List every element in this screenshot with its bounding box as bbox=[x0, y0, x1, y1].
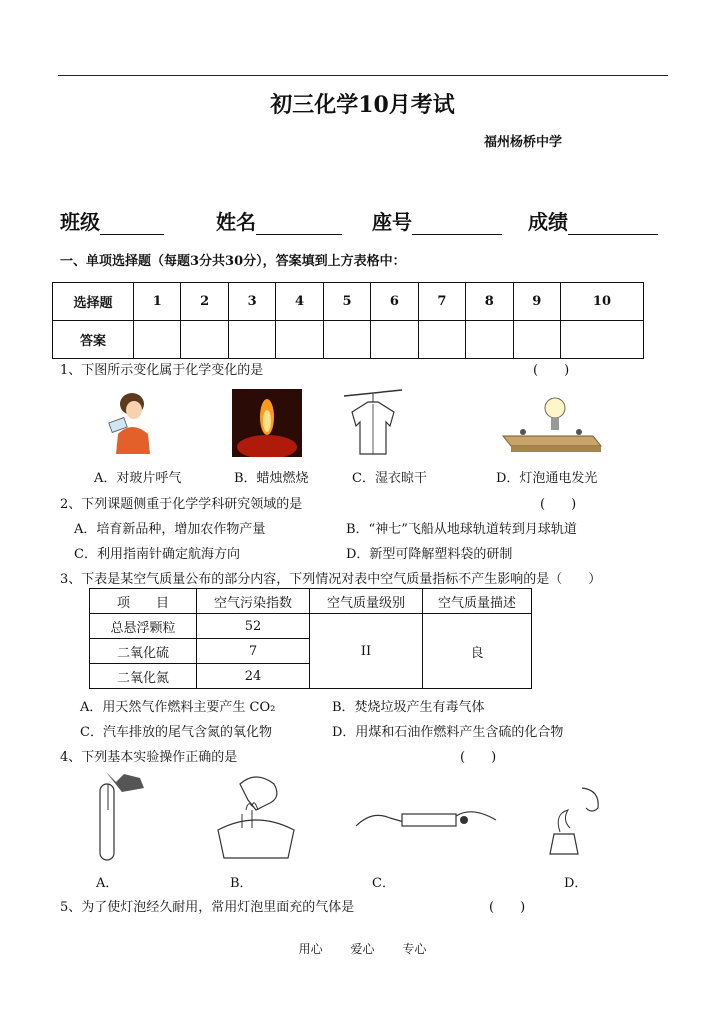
answer-cell[interactable] bbox=[134, 321, 181, 359]
question-5-answer-paren: ( ) bbox=[489, 900, 526, 915]
answer-table-header-row bbox=[53, 283, 644, 321]
answer-number: 8 bbox=[466, 283, 513, 321]
name-blank[interactable] bbox=[256, 216, 342, 235]
air-table-header: 项 目 bbox=[90, 589, 197, 614]
seat-blank[interactable] bbox=[412, 216, 502, 235]
class-field bbox=[60, 206, 164, 235]
burning-candle-illustration bbox=[232, 389, 302, 457]
q2-option-c: C．利用指南针确定航海方向 bbox=[74, 547, 240, 562]
school-name: 福州杨桥中学 bbox=[484, 135, 563, 150]
page-title: 初三化学10月考试 bbox=[270, 92, 455, 118]
answer-table-answer-row bbox=[53, 321, 644, 359]
answer-cell[interactable] bbox=[560, 321, 643, 359]
question-2-answer-paren: ( ) bbox=[540, 497, 577, 512]
alcohol-lamp-illustration bbox=[212, 770, 300, 862]
score-field bbox=[528, 206, 658, 235]
air-table-item: 二氧化氮 bbox=[90, 664, 197, 689]
q3-option-d: D．用煤和石油作燃料产生含硫的化合物 bbox=[332, 725, 564, 740]
name-field bbox=[216, 206, 342, 235]
question-4: 4、下列基本实验操作正确的是 bbox=[60, 750, 238, 765]
seat-label: 座号 bbox=[372, 210, 412, 234]
score-label: 成绩 bbox=[528, 210, 568, 234]
air-table-desc: 良 bbox=[423, 614, 532, 689]
answer-number: 1 bbox=[134, 283, 181, 321]
q3-option-c: C．汽车排放的尾气含氮的氧化物 bbox=[80, 725, 272, 740]
answer-table-row-label: 答案 bbox=[53, 321, 134, 359]
drying-clothes-illustration bbox=[340, 386, 406, 458]
answer-number: 3 bbox=[228, 283, 275, 321]
inserting-tube-illustration bbox=[354, 800, 500, 840]
answer-number: 4 bbox=[276, 283, 323, 321]
q4-option-a: A． bbox=[96, 876, 119, 891]
air-table-index: 52 bbox=[197, 614, 310, 639]
answer-cell[interactable] bbox=[228, 321, 275, 359]
test-tube-dropper-illustration bbox=[92, 770, 152, 864]
seat-field bbox=[372, 206, 502, 235]
answer-cell[interactable] bbox=[276, 321, 323, 359]
q1-option-a: A．对玻片呼气 bbox=[94, 471, 182, 486]
q3-option-b: B．焚烧垃圾产生有毒气体 bbox=[332, 700, 485, 715]
smelling-gas-illustration bbox=[548, 784, 604, 858]
footer-item: 专心 bbox=[402, 942, 427, 956]
q4-option-c: C． bbox=[372, 876, 395, 891]
question-3: 3、下表是某空气质量公布的部分内容，下列情况对表中空气质量指标不产生影响的是（ ） bbox=[60, 572, 602, 587]
air-table-index: 7 bbox=[197, 639, 310, 664]
answer-number: 6 bbox=[371, 283, 418, 321]
footer-item: 爱心 bbox=[350, 942, 375, 956]
answer-cell[interactable] bbox=[418, 321, 465, 359]
question-5: 5、为了使灯泡经久耐用，常用灯泡里面充的气体是 bbox=[60, 900, 355, 915]
q1-option-c: C．湿衣晾干 bbox=[352, 471, 427, 486]
name-label: 姓名 bbox=[216, 210, 256, 234]
answer-cell[interactable] bbox=[466, 321, 513, 359]
q4-option-b: B． bbox=[230, 876, 253, 891]
air-table-header: 空气质量级别 bbox=[310, 589, 423, 614]
answer-cell[interactable] bbox=[323, 321, 370, 359]
header-rule bbox=[58, 75, 668, 76]
question-2: 2、下列课题侧重于化学学科研究领域的是 bbox=[60, 497, 303, 512]
page-footer bbox=[0, 940, 725, 957]
air-table-index: 24 bbox=[197, 664, 310, 689]
air-table-item: 二氧化硫 bbox=[90, 639, 197, 664]
q4-option-d: D． bbox=[564, 876, 588, 891]
breathing-on-glass-illustration bbox=[104, 390, 160, 456]
q2-option-a: A．培育新品种，增加农作物产量 bbox=[74, 522, 266, 537]
q3-option-a: A．用天然气作燃料主要产生 CO₂ bbox=[80, 700, 276, 715]
answer-cell[interactable] bbox=[371, 321, 418, 359]
class-label: 班级 bbox=[60, 210, 100, 234]
answer-table-row-label: 选择题 bbox=[53, 283, 134, 321]
q1-option-d: D．灯泡通电发光 bbox=[496, 471, 598, 486]
question-1-answer-paren: ( ) bbox=[533, 363, 570, 378]
class-blank[interactable] bbox=[100, 216, 164, 235]
score-blank[interactable] bbox=[568, 216, 658, 235]
air-quality-table bbox=[89, 588, 532, 689]
answer-number: 7 bbox=[418, 283, 465, 321]
footer-item: 用心 bbox=[298, 942, 323, 956]
answer-cell[interactable] bbox=[181, 321, 228, 359]
answer-number: 5 bbox=[323, 283, 370, 321]
q2-option-d: D．新型可降解塑料袋的研制 bbox=[346, 547, 513, 562]
question-1: 1、下图所示变化属于化学变化的是 bbox=[60, 363, 264, 378]
q2-option-b: B．“神七”飞船从地球轨道转到月球轨道 bbox=[346, 522, 577, 537]
air-table-header: 空气质量描述 bbox=[423, 589, 532, 614]
answer-number: 9 bbox=[513, 283, 560, 321]
answer-table bbox=[52, 282, 644, 359]
answer-number: 10 bbox=[560, 283, 643, 321]
air-table-level: II bbox=[310, 614, 423, 689]
q1-option-b: B．蜡烛燃烧 bbox=[234, 471, 309, 486]
air-table-item: 总悬浮颗粒 bbox=[90, 614, 197, 639]
answer-number: 2 bbox=[181, 283, 228, 321]
section-heading: 一、单项选择题（每题3分共30分），答案填到上方表格中： bbox=[60, 254, 406, 269]
question-4-answer-paren: ( ) bbox=[460, 750, 497, 765]
answer-cell[interactable] bbox=[513, 321, 560, 359]
light-bulb-illustration bbox=[493, 388, 605, 458]
air-table-header: 空气污染指数 bbox=[197, 589, 310, 614]
